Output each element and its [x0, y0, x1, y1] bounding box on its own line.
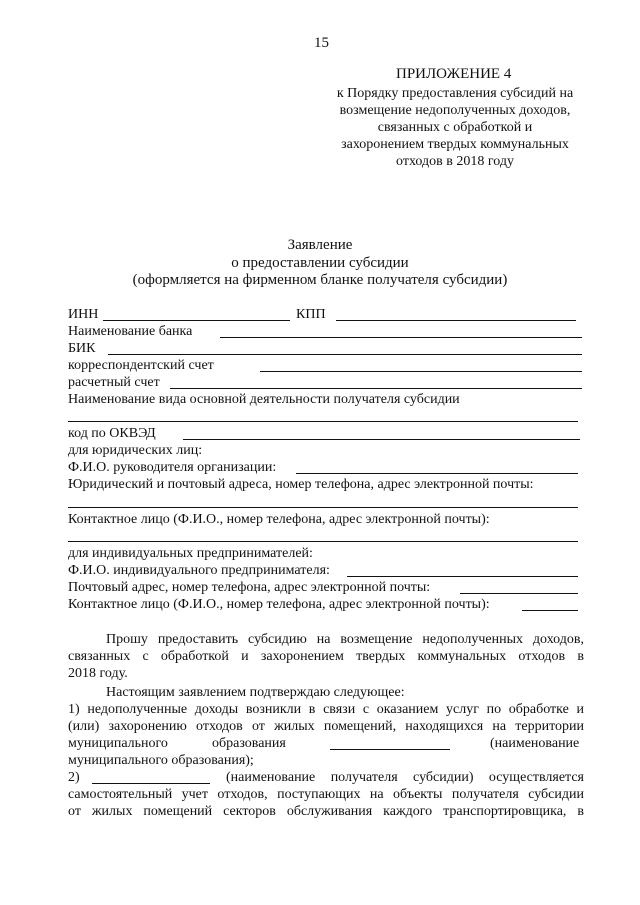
ip-address-field[interactable]: [460, 593, 578, 594]
inn-label: ИНН: [68, 307, 99, 322]
kpp-field[interactable]: [336, 320, 576, 321]
body-line: (наименование: [490, 736, 580, 751]
heading-subtitle: о предоставлении субсидии: [231, 254, 409, 271]
appendix-line: возмещение недополученных доходов,: [339, 103, 571, 118]
legal-address-label: Юридический и почтовый адреса, номер телефона, адрес электронной почты:: [68, 477, 534, 492]
legal-address-field[interactable]: [68, 507, 578, 508]
corr-account-label: корреспондентский счет: [68, 358, 214, 373]
heading-note: (оформляется на фирменном бланке получателя субсидии): [132, 272, 508, 288]
ip-name-field[interactable]: [347, 576, 578, 577]
body-line: 2): [68, 770, 80, 785]
legal-head-label: Ф.И.О. руководителя организации:: [68, 460, 277, 475]
confirm-paragraph: Настоящим заявлением подтверждаю следующее:: [106, 685, 405, 700]
bik-field[interactable]: [108, 354, 582, 355]
appendix-line: связанных с обработкой и: [377, 120, 533, 135]
body-line: связанных с обработкой и захоронением твердых коммунальных отходов в: [68, 649, 584, 664]
kpp-label: КПП: [296, 307, 326, 322]
body-line: муниципального образования);: [68, 753, 254, 768]
ip-contact-field[interactable]: [522, 610, 578, 611]
body-line: муниципального: [68, 736, 168, 751]
appendix-text: [310, 85, 600, 170]
bank-label: Наименование банка: [68, 324, 193, 339]
heading-title: Заявление: [287, 237, 353, 253]
appendix-line: отходов в 2018 году: [396, 154, 514, 169]
recipient-name-field[interactable]: [92, 783, 210, 784]
appendix-line: к Порядку предоставления субсидий на: [336, 86, 574, 101]
municipality-field[interactable]: [330, 749, 450, 750]
ip-name-label: Ф.И.О. индивидуального предпринимателя:: [68, 563, 330, 578]
body-line: (наименование получателя субсидии) осуществляется: [226, 770, 584, 785]
account-field[interactable]: [170, 388, 582, 389]
okved-field[interactable]: [183, 439, 580, 440]
legal-contact-field[interactable]: [68, 541, 578, 542]
body-line: 1) недополученные доходы возникли в связи с оказанием услуг по обработке и: [68, 702, 584, 717]
appendix-title: ПРИЛОЖЕНИЕ 4: [396, 66, 512, 82]
body-line: самостоятельный учет отходов, поступающих на объекты получателя субсидии: [68, 787, 584, 802]
body-line: 2018 году.: [68, 666, 128, 681]
bik-label: БИК: [68, 341, 96, 356]
document-heading: [0, 237, 640, 290]
body-line: от жилых помещений секторов обслуживания каждого транспортировщика, в: [68, 804, 584, 819]
okved-label: код по ОКВЭД: [68, 426, 156, 441]
activity-field[interactable]: [68, 421, 578, 422]
account-label: расчетный счет: [68, 375, 160, 390]
body-line: Прошу предоставить субсидию на возмещение недополученных доходов,: [106, 632, 584, 647]
inn-field[interactable]: [103, 320, 290, 321]
body-line: (или) захоронению отходов от жилых помещений, находящихся на территории: [68, 719, 584, 734]
ip-contact-label: Контактное лицо (Ф.И.О., номер телефона, адрес электронной почты):: [68, 597, 490, 612]
ip-address-label: Почтовый адрес, номер телефона, адрес электронной почты:: [68, 580, 431, 595]
bank-field[interactable]: [220, 337, 582, 338]
corr-account-field[interactable]: [260, 371, 582, 372]
legal-head-field[interactable]: [296, 473, 578, 474]
page-number: 15: [314, 35, 329, 51]
legal-contact-label: Контактное лицо (Ф.И.О., номер телефона, адрес электронной почты):: [68, 512, 490, 527]
legal-entities-header: для юридических лиц:: [68, 443, 203, 458]
appendix-line: захоронением твердых коммунальных: [341, 137, 569, 152]
body-line: образования: [212, 736, 286, 751]
activity-label: Наименование вида основной деятельности получателя субсидии: [68, 392, 460, 407]
ip-header: для индивидуальных предпринимателей:: [68, 546, 313, 561]
